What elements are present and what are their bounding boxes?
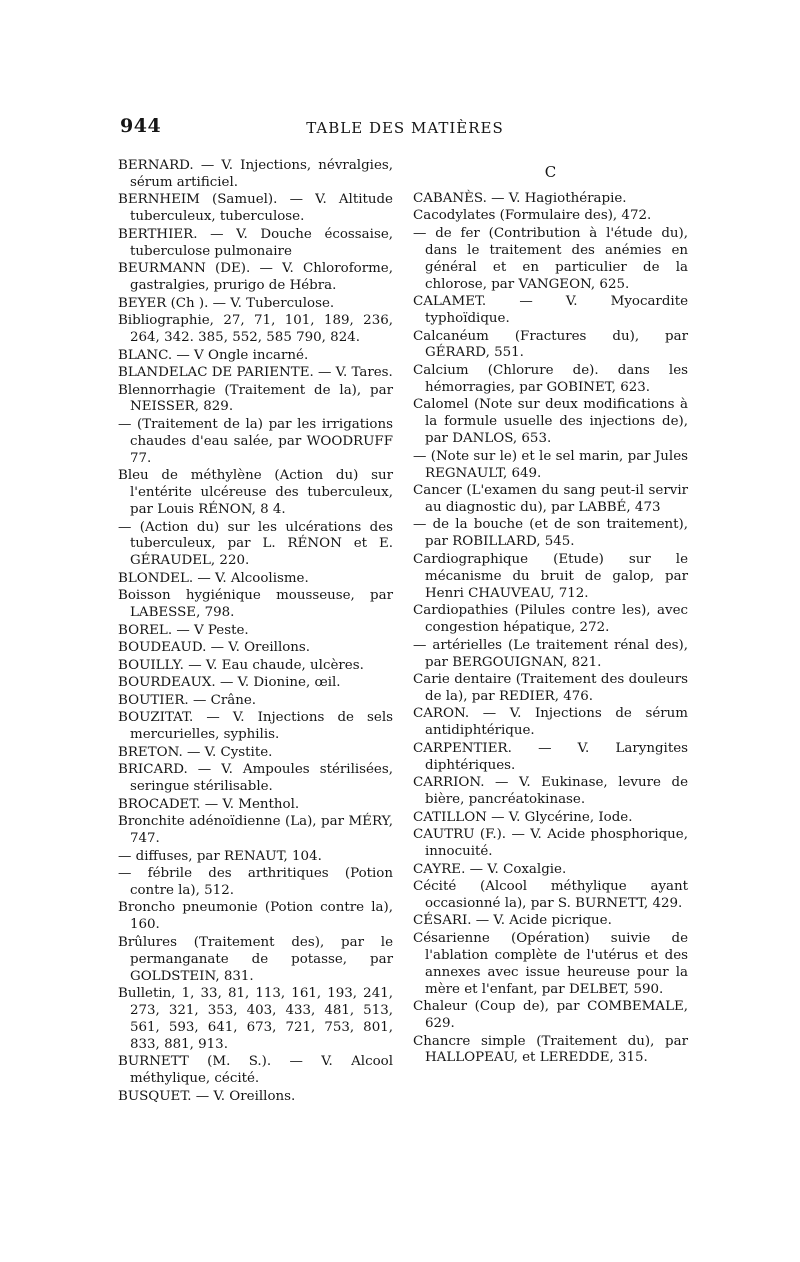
index-entry: Bibliographie, 27, 71, 101, 189, 236, 264, 342. 385, 552, 585 790, 824. xyxy=(118,313,393,346)
index-entry: Cardiopathies (Pilules contre les), avec congestion hépatique, 272. xyxy=(413,603,688,636)
index-entry: Chancre simple (Traitement du), par HALLOPEAU, et LEREDDE, 315. xyxy=(413,1033,688,1066)
index-entry: CARON. — V. Injections de sérum antidiphtérique. xyxy=(413,706,688,739)
index-entry: — diffuses, par RENAUT, 104. xyxy=(118,848,322,864)
index-entry: BRETON. — V. Cystite. xyxy=(118,744,273,760)
index-entry: — (Action du) sur les ulcérations des tuberculeux, par L. RÉNON et E. GÉRAUDEL, 220. xyxy=(118,519,393,569)
index-entry: — de fer (Contribution à l'étude du), dans le traitement des anémies en général et en particulier de la chlorose, par VANGEON, 625. xyxy=(413,225,688,292)
index-entry: BERNHEIM (Samuel). — V. Altitude tuberculeux, tuberculose. xyxy=(118,192,393,225)
index-entry: Calcanéum (Fractures du), par GÉRARD, 551. xyxy=(413,328,688,361)
index-entry: BOUILLY. — V. Eau chaude, ulcères. xyxy=(118,657,364,673)
index-entry: Bleu de méthylène (Action du) sur l'entérite ulcéreuse des tuberculeux, par Louis RÉNON, 8 4. xyxy=(118,468,393,518)
index-entry: Cacodylates (Formulaire des), 472. xyxy=(413,208,652,224)
index-entry: — fébrile des arthritiques (Potion contre la), 512. xyxy=(118,866,393,898)
index-entry: BLANDELAC DE PARIENTE. — V. Tares. xyxy=(118,365,393,381)
index-entry: CABANÈS. — V. Hagiothérapie. xyxy=(413,190,627,206)
index-entry: BOUDEAUD. — V. Oreillons. xyxy=(118,640,311,656)
index-entry: Cardiographique (Etude) sur le mécanisme du bruit de galop, par Henri CHAUVEAU, 712. xyxy=(413,551,688,601)
index-entry: BOUTIER. — Crâne. xyxy=(118,692,257,708)
index-entry: CATILLON — V. Glycérine, Iode. xyxy=(413,809,633,825)
index-entries-right xyxy=(413,191,688,1067)
index-entry: CALAMET. — V. Myocardite typhoïdique. xyxy=(413,294,688,327)
index-entry: CAUTRU (F.). — V. Acide phosphorique, innocuité. xyxy=(413,827,688,860)
index-entry: Carie dentaire (Traitement des douleurs de la), par REDIER, 476. xyxy=(413,672,688,704)
page-title: TABLE DES MATIÈRES xyxy=(306,119,504,137)
page-number: 944 xyxy=(120,115,162,137)
index-entry: Cancer (L'examen du sang peut-il servir au diagnostic du), par LABBÉ, 473 xyxy=(413,483,688,515)
index-entry: — artérielles (Le traitement rénal des), par BERGOUIGNAN, 821. xyxy=(413,637,688,670)
index-entry: Blennorrhagie (Traitement de la), par NEISSER, 829. xyxy=(118,382,393,415)
index-entry: BERNARD. — V. Injections, névralgies, sérum artificiel. xyxy=(118,158,393,190)
index-entry: — (Note sur le) et le sel marin, par Jules REGNAULT, 649. xyxy=(413,448,688,481)
index-entry: BEYER (Ch ). — V. Tuberculose. xyxy=(118,295,335,311)
index-entry: Chaleur (Coup de), par COMBEMALE, 629. xyxy=(413,999,688,1032)
index-entry: CÉSARI. — V. Acide picrique. xyxy=(413,913,612,929)
section-letter: C xyxy=(544,163,557,181)
index-entry: CARPENTIER. — V. Laryngites diphtériques. xyxy=(413,740,688,773)
index-entry: BUSQUET. — V. Oreillons. xyxy=(118,1088,296,1104)
index-entry: Bulletin, 1, 33, 81, 113, 161, 193, 241, 273, 321, 353, 403, 433, 481, 513, 561, 593, 641, 673, 721, 753, 801, 833, 881, 913. xyxy=(118,986,393,1052)
index-entry: Calcium (Chlorure de). dans les hémorragies, par GOBINET, 623. xyxy=(413,362,688,395)
index-entry: BERTHIER. — V. Douche écossaise, tuberculose pulmonaire xyxy=(118,226,393,259)
index-entry: BOURDEAUX. — V. Dionine, œil. xyxy=(118,675,341,691)
index-entry: BLANC. — V Ongle incarné. xyxy=(118,347,309,363)
index-entry: Calomel (Note sur deux modifications à la formule usuelle des injections de), par DANLOS, 653. xyxy=(413,397,688,447)
index-entry: CAYRE. — V. Coxalgie. xyxy=(413,861,567,877)
index-entry: BRICARD. — V. Ampoules stérilisées, seringue stérilisable. xyxy=(118,762,393,795)
index-entry: BROCADET. — V. Menthol. xyxy=(118,796,300,812)
index-entry: BOUZITAT. — V. Injections de sels mercurielles, syphilis. xyxy=(118,710,393,743)
index-entry: Bronchite adénoïdienne (La), par MÉRY, 747. xyxy=(118,814,393,846)
index-entry: BEURMANN (DE). — V. Chloroforme, gastralgies, prurigo de Hébra. xyxy=(118,261,393,294)
index-column-left xyxy=(118,158,393,1106)
index-column-right xyxy=(413,158,688,1068)
index-entry: CARRION. — V. Eukinase, levure de bière, pancréatokinase. xyxy=(413,775,688,808)
index-entry: Boisson hygiénique mousseuse, par LABESSE, 798. xyxy=(118,588,393,621)
index-entry: Brûlures (Traitement des), par le permanganate de potasse, par GOLDSTEIN, 831. xyxy=(118,934,393,984)
index-entry: Cécité (Alcool méthylique ayant occasionné la), par S. BURNETT, 429. xyxy=(413,879,688,911)
index-entry: BLONDEL. — V. Alcoolisme. xyxy=(118,570,309,586)
index-entry: BURNETT (M. S.). — V. Alcool méthylique, cécité. xyxy=(118,1054,393,1087)
running-header xyxy=(120,115,690,145)
index-entry: — de la bouche (et de son traitement), par ROBILLARD, 545. xyxy=(413,517,688,550)
index-entry: — (Traitement de la) par les irrigations chaudes d'eau salée, par WOODRUFF 77. xyxy=(118,416,393,466)
index-entry: Broncho pneumonie (Potion contre la), 160. xyxy=(118,900,393,933)
index-entry: BOREL. — V Peste. xyxy=(118,622,249,638)
index-entry: Césarienne (Opération) suivie de l'ablation complète de l'utérus et des annexes avec issue heureuse pour la mère et l'enfant, par DELBET, 590. xyxy=(413,930,688,997)
